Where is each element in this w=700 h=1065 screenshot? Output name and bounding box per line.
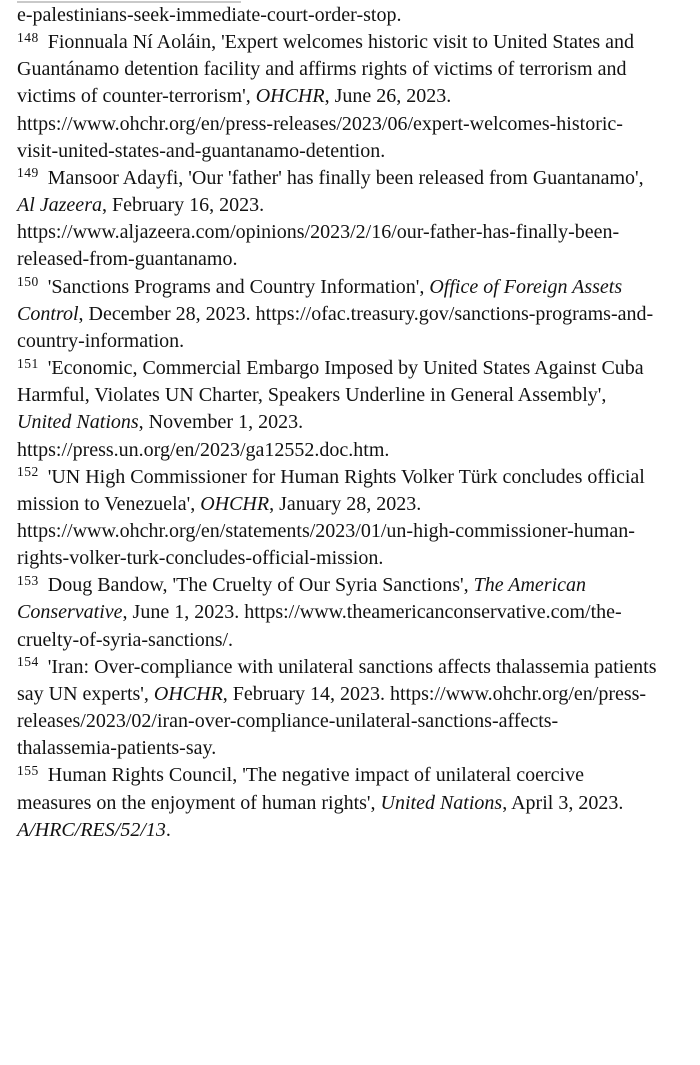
footnote-number: 153 [17,572,39,588]
footnote-text: , June 1, 2023. [122,601,245,624]
footnote-text: Fionnuala Ní Aoláin, 'Expert welcomes historic visit to United States and Guantánamo detention facility and affirms rights of victims of terrorism and victims of counter-terrorism', [17,31,635,108]
footnote-number: 152 [17,464,39,480]
footnote-149 [17,165,658,274]
footnote-152 [17,464,658,573]
footnote-text: , April 3, 2023. [502,791,624,814]
footnote-155 [17,762,658,843]
footnote-text: , June 26, 2023. [324,85,452,108]
footnote-text: , January 28, 2023. [269,492,422,515]
footnote-number: 150 [17,274,39,290]
footnote-153 [17,572,658,653]
footnote-url: https://www.ohchr.org/en/press-releases/2023/06/expert-welcomes-historic-visit-united-states-and-guantanamo-detention. [17,112,623,162]
footnote-text: , December 28, 2023. [78,302,256,325]
footnote-148 [17,29,658,165]
footnote-number: 148 [17,29,39,45]
footnote-number: 154 [17,654,39,670]
footnote-text: , February 16, 2023. [101,194,265,217]
footnote-source-name: United Nations [17,411,139,434]
footnote-text: Doug Bandow, 'The Cruelty of Our Syria Sanctions', [47,574,474,597]
footnote-url: https://www.ohchr.org/en/statements/2023/01/un-high-commissioner-human-rights-volker-turk-concludes-official-mission. [17,519,635,570]
footnote-source-name: OHCHR [153,682,223,705]
footnotes-list [17,29,658,844]
footnote-url: https://www.ohchr.org/en/press-releases/2023/02/iran-over-compliance-unilateral-sanctions-affects-thalassemia-patients-say. [17,682,647,760]
footnote-url: https://press.un.org/en/2023/ga12552.doc.htm. [17,438,390,461]
footnotes-block [17,2,658,844]
footnote-source-name: Al Jazeera [17,194,102,217]
footnote-text: 'Sanctions Programs and Country Information', [47,275,430,298]
footnote-url: https://www.theamericanconservative.com/the-cruelty-of-syria-sanctions/. [17,601,622,651]
footnote-150 [17,274,658,355]
footnote-text: 'UN High Commissioner for Human Rights Volker Türk concludes official mission to Venezuela', [17,465,645,515]
footnote-number: 155 [17,762,39,778]
footnote-text: , February 14, 2023. [222,682,390,705]
footnote-text: , November 1, 2023. [138,411,304,434]
footnote-url: https://www.aljazeera.com/opinions/2023/2/16/our-father-has-finally-been-released-from-guantanamo. [17,221,620,271]
footnote-source-name: The American Conservative [17,574,587,624]
footnote-source-name: United Nations [380,791,503,814]
footnote-number: 149 [17,165,39,181]
footnote-number: 151 [17,355,39,371]
footnote-source-name: OHCHR [200,492,270,515]
footnote-154 [17,654,658,763]
footnote-text: Human Rights Council, 'The negative impact of unilateral coercive measures on the enjoyment of human rights', [17,764,584,814]
footnote-text: 'Economic, Commercial Embargo Imposed by United States Against Cuba Harmful, Violates UN Charter, Speakers Underline in General Assembly', [17,357,644,407]
footnote-text: Mansoor Adayfi, 'Our 'father' has finally been released from Guantanamo', [47,166,644,189]
footnote-151 [17,355,658,464]
footnote-text: . [165,818,171,841]
footnote-source-name: OHCHR [255,85,325,108]
footnote-text: 'Iran: Over-compliance with unilateral sanctions affects thalassemia patients say UN experts', [17,655,657,705]
footnote-source-name: A/HRC/RES/52/13 [17,818,166,841]
footnote-source-name: Office of Foreign Assets Control [17,275,623,325]
continuation-line: e-palestinians-seek-immediate-court-order-stop. [17,4,402,26]
footnote-url: https://ofac.treasury.gov/sanctions-programs-and-country-information. [17,302,654,352]
